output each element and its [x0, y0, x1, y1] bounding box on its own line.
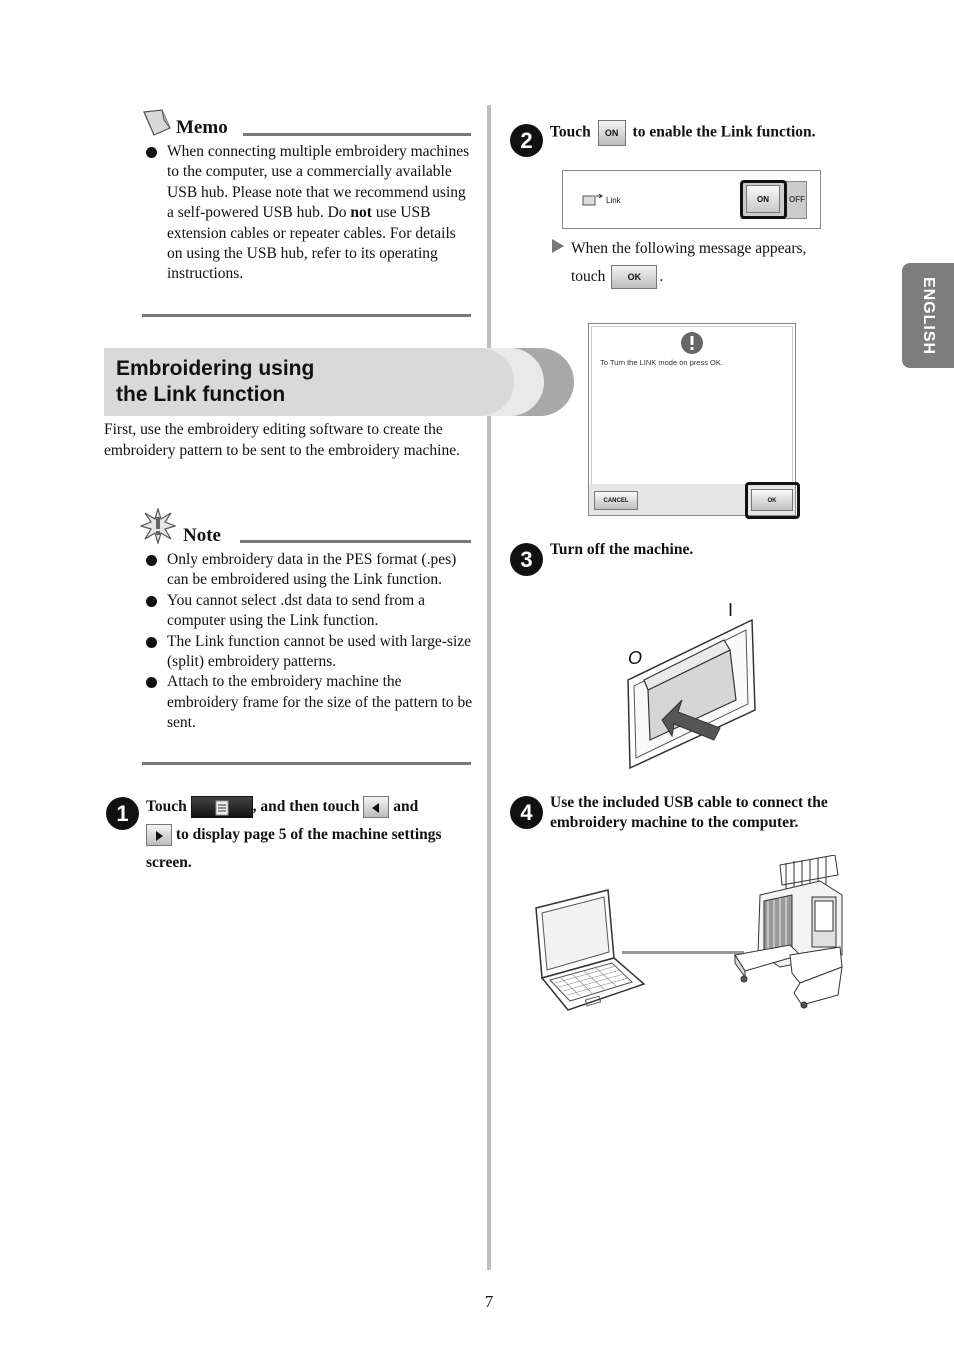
link-settings-screen	[562, 170, 821, 229]
note-list	[142, 550, 474, 734]
page-back-button[interactable]	[363, 796, 389, 818]
section-heading: Embroidering using the Link function	[116, 357, 315, 406]
on-button-highlight	[740, 180, 787, 219]
note-item: Attach to the embroidery machine the embroidery frame for the size of the pattern to be sent.	[142, 672, 474, 733]
column-divider	[487, 105, 491, 1270]
note-item: The Link function cannot be used with large-size (split) embroidery patterns.	[142, 632, 474, 673]
dialog-message: To Turn the LINK mode on press OK.	[600, 358, 723, 367]
section-heading-banner	[104, 348, 471, 416]
memo-title: Memo	[176, 117, 228, 138]
note-top-rule	[240, 540, 471, 543]
memo-bottom-rule	[142, 314, 471, 317]
settings-list-icon	[214, 800, 230, 816]
settings-button[interactable]	[191, 796, 253, 818]
step-2-text: Touch ON to enable the Link function.	[550, 120, 880, 146]
arrow-right-icon	[153, 830, 165, 842]
note-title: Note	[183, 525, 221, 546]
page-number: 7	[484, 1292, 494, 1311]
memo-top-rule	[243, 133, 471, 136]
arrow-left-icon	[370, 802, 382, 814]
step-1-text: Touch , and then touch and to display page 5 of the machine settings screen.	[146, 798, 442, 871]
power-switch-illustration	[620, 600, 760, 770]
step-1-number: 1	[106, 797, 139, 830]
dialog-ok-button[interactable]: OK	[751, 489, 793, 511]
dialog-ok-highlight	[745, 482, 800, 519]
language-tab	[902, 263, 954, 368]
memo-list	[142, 142, 472, 285]
on-button-inline[interactable]: ON	[598, 120, 626, 146]
memo-icon	[140, 108, 172, 138]
step-4-number: 4	[510, 796, 543, 829]
step-3-number: 3	[510, 543, 543, 576]
on-button[interactable]: ON	[746, 185, 780, 213]
warning-icon	[680, 331, 704, 355]
step-2-substep: When the following message appears, touch OK .	[571, 235, 871, 291]
usb-cable	[622, 951, 744, 954]
link-icon	[582, 193, 604, 207]
language-tab-label: ENGLISH	[920, 276, 937, 355]
memo-item: When connecting multiple embroidery machines to the computer, use a commercially available USB hub. Please note that we recommend using a self-powered USB hub. Do not use USB extension cables or repeater cables. For details on using the USB hub, refer to its operating instructions.	[142, 142, 472, 285]
note-icon	[140, 508, 176, 544]
link-label: Link	[606, 196, 621, 205]
note-bottom-rule	[142, 762, 471, 765]
step-4-text: Use the included USB cable to connect the embroidery machine to the computer.	[550, 794, 828, 831]
dialog-cancel-button[interactable]: CANCEL	[594, 491, 638, 510]
embroidery-machine-illustration	[730, 855, 855, 1010]
note-item: Only embroidery data in the PES format (.pes) can be embroidered using the Link function.	[142, 550, 474, 591]
page-forward-button[interactable]	[146, 824, 172, 846]
section-intro: First, use the embroidery editing software to create the embroidery pattern to be sent to the embroidery machine.	[104, 421, 460, 459]
switch-off-mark: O	[628, 648, 643, 668]
note-item: You cannot select .dst data to send from a computer using the Link function.	[142, 591, 474, 632]
off-button[interactable]: OFF	[789, 195, 805, 204]
ok-button-inline[interactable]: OK	[611, 265, 657, 289]
substep-arrow-icon	[552, 238, 564, 257]
step-2-number: 2	[510, 124, 543, 157]
switch-on-mark: I	[728, 600, 734, 620]
step-3-text: Turn off the machine.	[550, 541, 694, 558]
